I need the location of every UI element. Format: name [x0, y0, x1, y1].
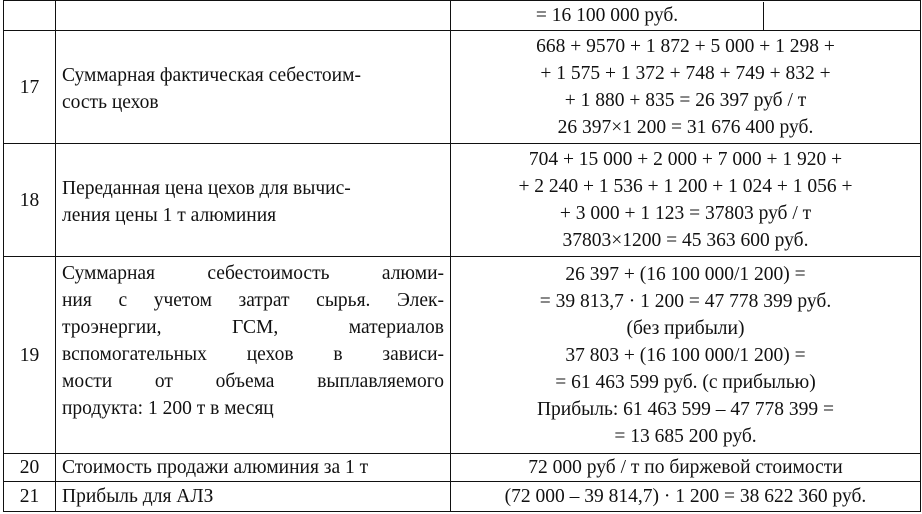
row-number-cell: 17 [4, 31, 56, 144]
calculation-line: Прибыль: 61 463 599 – 47 778 399 = [536, 398, 835, 420]
row-number-cell: 21 [4, 482, 56, 512]
table-row-top [4, 1, 921, 31]
table-row-18 [4, 144, 921, 257]
description-line: ления цены 1 т алюминия [62, 204, 277, 226]
description-cell [56, 454, 451, 482]
description-line: Прибыль для АЛЗ [62, 486, 214, 507]
row-number-cell: 19 [4, 257, 56, 454]
description-cell [56, 144, 451, 257]
description-cell [56, 482, 451, 512]
calculation-cell [451, 1, 921, 31]
calculation-line: = 39 813,7 · 1 200 = 47 778 399 руб. [539, 290, 832, 312]
calculation-line: 26 397×1 200 = 31 676 400 руб. [557, 117, 814, 138]
description-line: ния с учетом затрат сырья. Элек- [62, 290, 444, 311]
calculation-cell [451, 454, 921, 482]
description-line: вспомогательных цехов в зависи- [62, 344, 444, 365]
table-row-17 [4, 31, 921, 144]
calculation-cell [451, 144, 921, 257]
description-line: Суммарная фактическая себестоим- [62, 64, 361, 86]
calculation-line: 668 + 9570 + 1 872 + 5 000 + 1 298 + [536, 36, 835, 57]
description-line: Переданная цена цехов для вычис- [62, 177, 351, 199]
calculation-line: = 13 685 200 руб. [614, 425, 757, 447]
calculation-line: = 61 463 599 руб. (с прибылью) [555, 371, 816, 393]
calculation-line: 26 397 + (16 100 000/1 200) = [565, 263, 806, 285]
row-number-cell: 18 [4, 144, 56, 257]
description-line: сость цехов [62, 91, 159, 113]
table-row-21 [4, 482, 921, 512]
description-cell [56, 257, 451, 454]
calculation-cell [451, 257, 921, 454]
result-text: = 16 100 000 руб. [451, 2, 764, 30]
row-number-cell [4, 1, 56, 31]
calculation-cell [451, 482, 921, 512]
calculation-line: (без прибыли) [626, 317, 745, 339]
description-line: мости от объема выплавляемого [62, 371, 444, 392]
calculation-line: + 1 880 + 835 = 26 397 руб / т [564, 90, 807, 111]
calculation-line: + 2 240 + 1 536 + 1 200 + 1 024 + 1 056 + [518, 176, 853, 197]
calculation-line: + 1 575 + 1 372 + 748 + 749 + 832 + [540, 63, 831, 84]
calculation-line: 37803×1200 = 45 363 600 руб. [562, 230, 809, 251]
description-line: Стоимость продажи алюминия за 1 т [62, 457, 369, 478]
calculation-line: + 3 000 + 1 123 = 37803 руб / т [559, 203, 812, 224]
description-line: троэнергии, ГСМ, материалов [62, 317, 444, 338]
description-cell [56, 1, 451, 31]
description-line: Суммарная себестоимость алюми- [62, 263, 444, 284]
calculation-line: 72 000 руб / т по биржевой стоимости [528, 457, 843, 478]
description-line: продукта: 1 200 т в месяц [62, 398, 274, 419]
row-number-cell: 20 [4, 454, 56, 482]
description-cell [56, 31, 451, 144]
calculation-cell [451, 31, 921, 144]
empty-subcell [764, 2, 920, 30]
table-row-19 [4, 257, 921, 454]
calculation-table [3, 0, 921, 512]
table-row-20 [4, 454, 921, 482]
calculation-line: (72 000 – 39 814,7) · 1 200 = 38 622 360 руб. [504, 486, 867, 507]
calculation-line: 37 803 + (16 100 000/1 200) = [565, 344, 806, 366]
calculation-line: 704 + 15 000 + 2 000 + 7 000 + 1 920 + [528, 149, 843, 170]
